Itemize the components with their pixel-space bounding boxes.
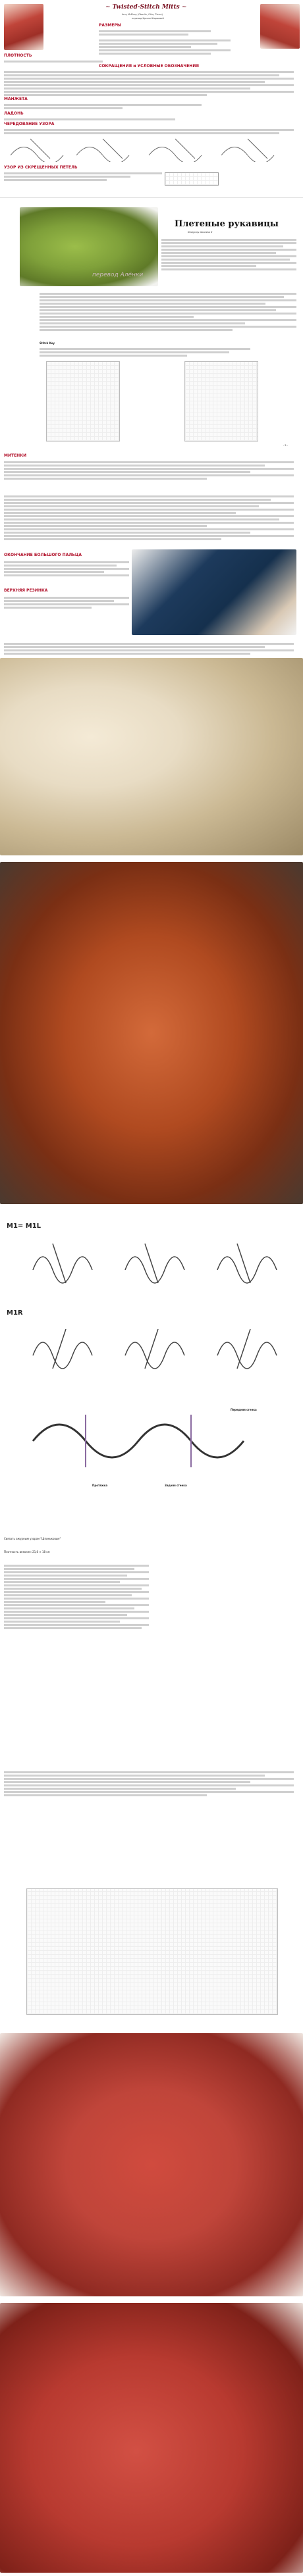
chart-legend-text — [4, 171, 162, 182]
final-pattern-chart — [26, 1888, 278, 2015]
materials-text — [99, 38, 231, 56]
chart-heading: УЗОР ИЗ СКРЕЩЕННЫХ ПЕТЕЛЬ — [4, 165, 78, 170]
stitch-key-text — [40, 347, 250, 358]
mitts-detail-photo — [260, 4, 300, 49]
abbrev-heading: СОКРАЩЕНИЯ и УСЛОВНЫЕ ОБОЗНАЧЕНИЯ — [99, 64, 199, 68]
section-twisted-stitch-mitts — [0, 0, 303, 191]
technique-illustrations — [4, 136, 299, 162]
instructions-text — [4, 1563, 149, 1630]
pattern-title: ~ Twisted-Stitch Mitts ~ — [105, 4, 187, 11]
red-mitts-photo-large — [0, 2033, 303, 2296]
label-back: Задняя стенка — [165, 1484, 187, 1487]
thumb-text — [4, 117, 175, 122]
pattern-chart-small — [165, 172, 219, 186]
rukavitsy-body-text — [40, 291, 296, 332]
pattern-title-line: Связать ажурным узором "Шпиньковые" — [4, 1537, 61, 1540]
section-instructions — [0, 1533, 303, 1875]
translator-watermark: перевод Алёнки — [92, 272, 144, 278]
m1l-diagram — [26, 1230, 290, 1296]
cuff-text — [4, 103, 202, 111]
top-rib-text — [4, 595, 129, 610]
thumb-heading: ЛАДОНЬ — [4, 111, 24, 116]
chart-right — [46, 361, 120, 442]
instr-text — [4, 128, 294, 136]
cuff-heading: МАНЖЕТА — [4, 97, 28, 101]
cream-cable-photo — [0, 658, 303, 855]
red-mitts-photo-bottom — [0, 2303, 303, 2573]
rukavitsy-title: Плетеные рукавицы — [175, 219, 279, 229]
mittens-text — [4, 460, 294, 481]
gauge-text — [4, 59, 103, 64]
navy-mitt-photo — [132, 549, 296, 635]
m1r-label: M1R — [7, 1309, 23, 1317]
top-rib-heading: ВЕРХНЯЯ РЕЗИНКА — [4, 588, 48, 593]
rukavitsy-subtitle: Design by Annesha K — [188, 231, 213, 234]
section-final-chart — [0, 1882, 303, 2027]
m1r-diagram — [26, 1316, 290, 1382]
page-number: - 5 - — [283, 444, 288, 447]
section-pletenye-rukavitsy — [0, 201, 303, 490]
technique-drawings-svg — [4, 136, 299, 162]
gauge-heading: ПЛОТНОСТЬ — [4, 53, 32, 58]
label-front: Протяжка — [92, 1484, 108, 1487]
gauge-line: Плотность вязания: 21,6 × 18 см — [4, 1550, 50, 1553]
thumb-end-text — [4, 560, 129, 578]
label-top-wall: Передняя стенка — [231, 1408, 257, 1411]
red-mitts-photo — [4, 4, 43, 50]
finishing-text — [4, 1770, 294, 1798]
m1l-label: M1= M1L — [7, 1223, 41, 1230]
mittens-heading: МИТЕНКИ — [4, 453, 27, 458]
navy-text-bottom — [4, 642, 294, 656]
rust-mitts-photo — [0, 862, 303, 1204]
abbrev-text — [4, 70, 294, 97]
chart-left — [184, 361, 258, 442]
stitch-structure-diagram — [20, 1402, 283, 1480]
pattern-translator: перевод Ирины Шараевой — [132, 17, 164, 20]
instr-heading: ЧЕРЕДОВАНИЕ УЗОРА — [4, 122, 55, 126]
navy-text-top — [4, 494, 294, 542]
divider-1 — [0, 197, 303, 198]
pattern-author: Amy McElroy (Oberlin, Ohio, Tierra) — [122, 13, 163, 16]
sizes-text — [99, 29, 211, 37]
sizes-heading: РАЗМЕРЫ — [99, 23, 121, 28]
rukavitsy-intro-text — [161, 238, 296, 272]
thumb-end-heading: ОКОНЧАНИЕ БОЛЬШОГО ПАЛЬЦА — [4, 553, 82, 557]
section-increase-diagrams — [0, 1211, 303, 1527]
stitch-key-label: Stitch Key — [40, 341, 55, 345]
